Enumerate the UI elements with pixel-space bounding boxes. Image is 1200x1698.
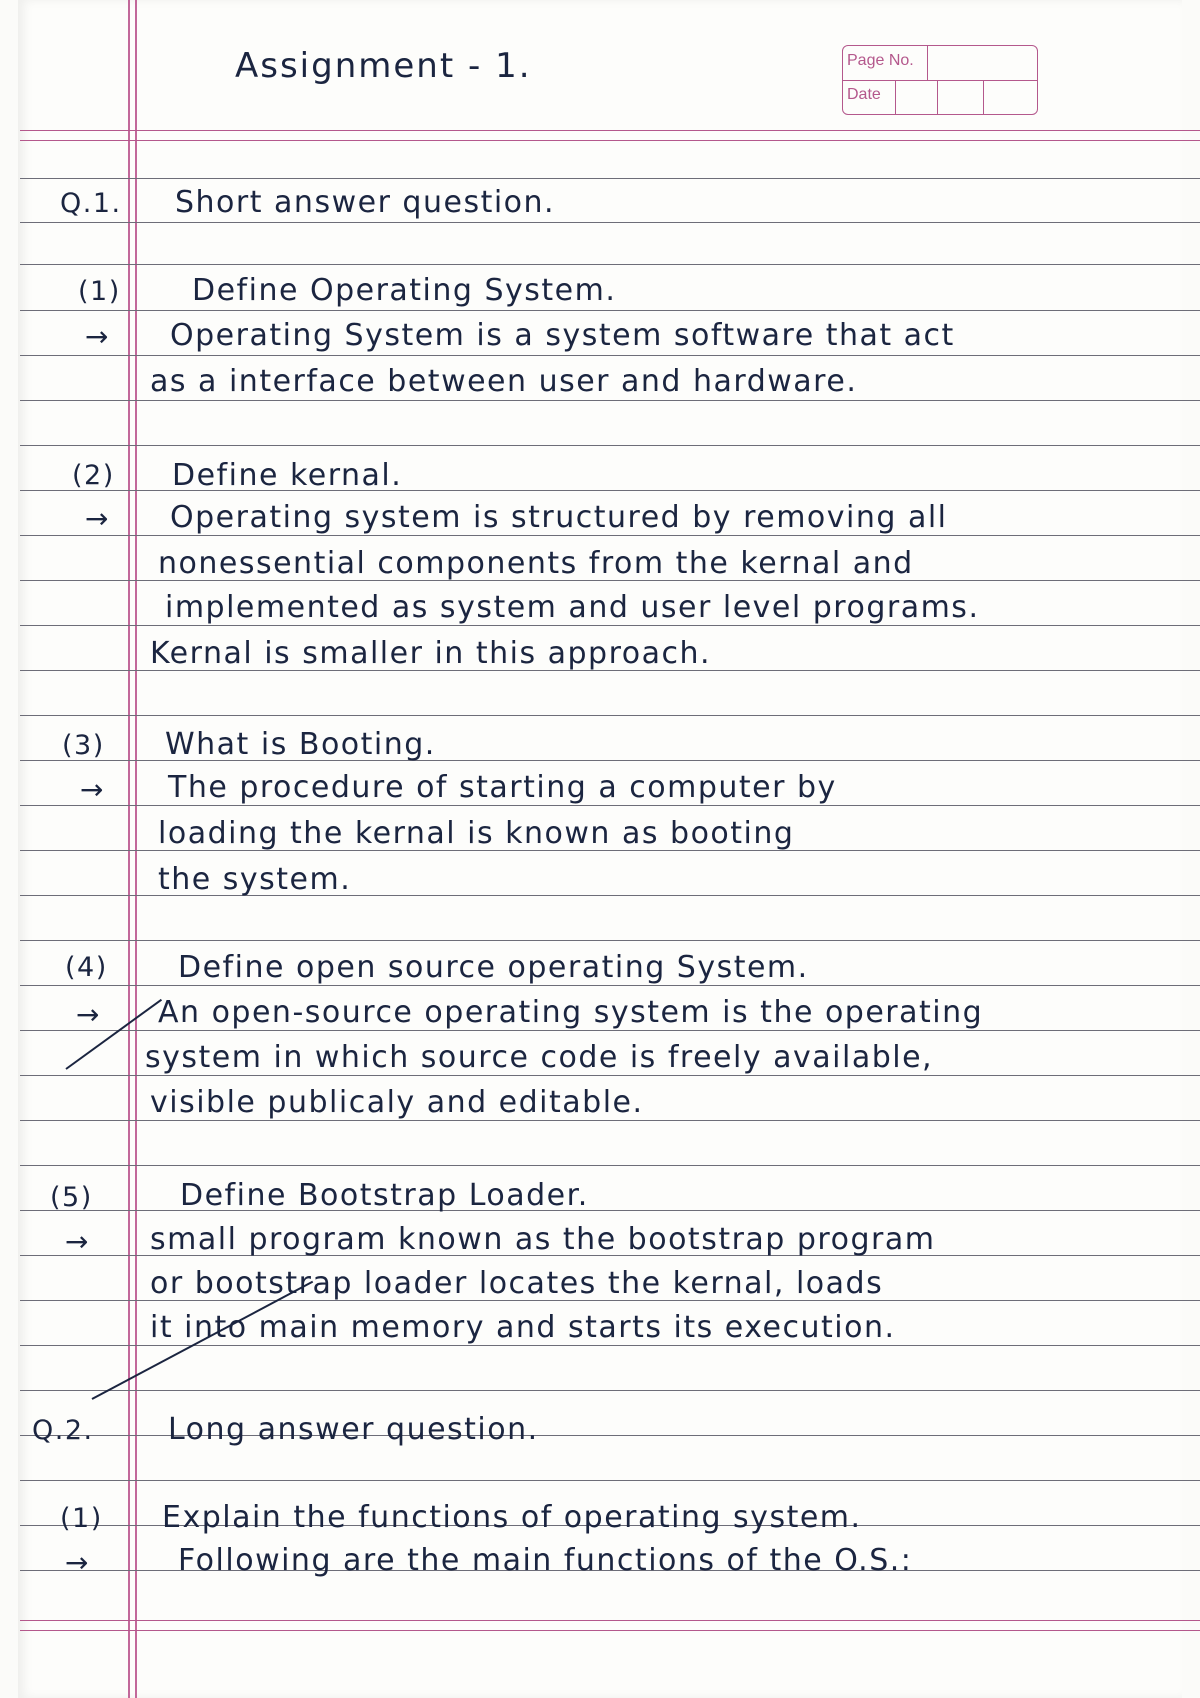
answer-line: loading the kernal is known as booting: [158, 816, 795, 851]
answer-line: small program known as the bootstrap program: [150, 1222, 936, 1257]
answer-line: Operating system is structured by removing all: [170, 500, 948, 535]
answer-line: An open-source operating system is the operating: [158, 995, 984, 1030]
answer-line: or bootstrap loader locates the kernal, loads: [150, 1266, 884, 1301]
question-text: Explain the functions of operating system.: [162, 1500, 862, 1535]
margin-line-inner: [135, 0, 137, 1698]
answer-line: Following are the main functions of the O.S.:: [178, 1543, 913, 1578]
section-number: Q.1.: [60, 188, 122, 219]
question-text: Define kernal.: [172, 458, 403, 493]
question-number: (1): [60, 1503, 103, 1534]
question-number: (3): [62, 730, 105, 761]
question-number: (4): [65, 952, 108, 983]
answer-line: the system.: [158, 862, 352, 897]
page-title: Assignment - 1.: [235, 46, 532, 86]
answer-arrow-icon: →: [65, 1546, 90, 1579]
answer-line: system in which source code is freely available,: [145, 1040, 934, 1075]
answer-line: visible publicaly and editable.: [150, 1085, 644, 1120]
section-heading: Long answer question.: [168, 1412, 539, 1447]
answer-line: nonessential components from the kernal and: [158, 546, 914, 581]
section-heading: Short answer question.: [175, 185, 556, 220]
question-number: (5): [50, 1182, 93, 1213]
margin-line: [128, 0, 130, 1698]
page-no-label: Page No.: [847, 52, 914, 69]
answer-arrow-icon: →: [65, 1225, 90, 1258]
answer-arrow-icon: →: [85, 320, 110, 353]
question-text: Define Bootstrap Loader.: [180, 1178, 589, 1213]
answer-arrow-icon: →: [80, 773, 105, 806]
section-number: Q.2.: [32, 1415, 94, 1446]
question-text: Define open source operating System.: [178, 950, 809, 985]
answer-line: implemented as system and user level programs.: [165, 590, 980, 625]
answer-line: Operating System is a system software that act: [170, 318, 955, 353]
answer-line: as a interface between user and hardware.: [150, 364, 858, 399]
question-text: What is Booting.: [165, 727, 436, 762]
answer-line: The procedure of starting a computer by: [168, 770, 837, 805]
page-date-box: [842, 45, 1038, 115]
answer-arrow-icon: →: [85, 502, 110, 535]
answer-arrow-icon: →: [76, 998, 101, 1031]
date-label: Date: [847, 86, 881, 103]
question-number: (1): [78, 276, 121, 307]
question-text: Define Operating System.: [192, 273, 617, 308]
question-number: (2): [72, 460, 115, 491]
answer-line: it into main memory and starts its execution.: [150, 1310, 896, 1345]
answer-line: Kernal is smaller in this approach.: [150, 636, 712, 671]
